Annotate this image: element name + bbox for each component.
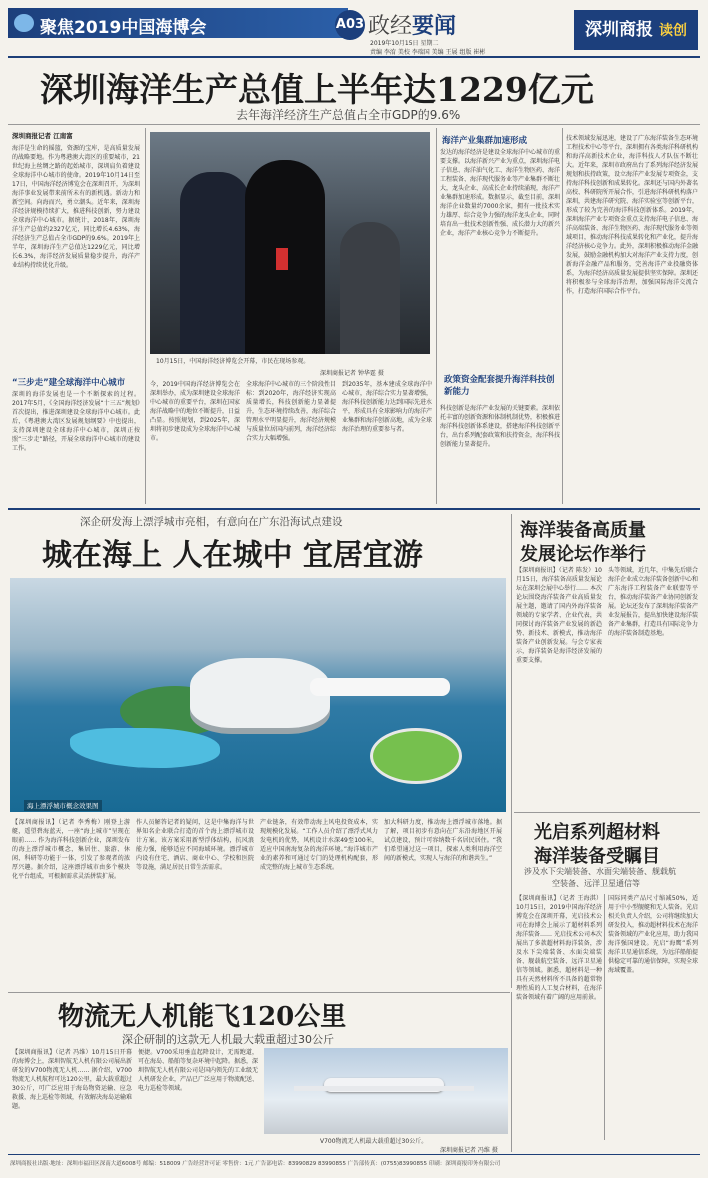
lead-headline: 深圳海洋生产总值上半年达1229亿元	[40, 70, 594, 109]
page-number-badge: A03	[335, 10, 365, 40]
story3-headline-line1: 海洋装备高质量	[520, 520, 646, 541]
person-left	[180, 172, 250, 354]
banner-text: 聚焦2019中国海博会	[40, 18, 207, 38]
section-title: 政经要闻	[368, 14, 457, 39]
story4-body-col2: 国际同类产品尺寸缩减50%，适用于中小型舰艇和无人装备。光启相关负责人介绍，公司将继续加大研发投入，推动超材料技术在海洋装备领域的产业化应用，助力我国海洋强国建设。光启“海鹰”系列海洋卫星通信系统，为远洋船舶提供稳定可靠的通信保障，实现全球海域覆盖。	[608, 895, 698, 974]
pool-blue	[70, 728, 220, 768]
lead-photo-caption: 10月15日，中国海洋经济博览会开幕，市民在现场参观。	[156, 358, 310, 365]
story2-headline: 城在海上 人在城中 宜居宜游	[42, 538, 423, 573]
story4-headline-line1: 光启系列超材料	[534, 822, 660, 843]
story3-body-col1: 【深圳商报讯】（记者 陈发）10月15日，海洋装备高质量发展论坛在深圳会展中心举行…… 本次论坛围绕海洋装备产业高质量发展主题，邀请了国内外海洋装备领域的专家学者、企业代表，共同探讨海洋装备产业发展的新趋势、新技术、新模式，推动海洋装备产业创新发展。与会专家表示，海洋装备是海洋经济发展的重要支撑。	[516, 567, 602, 664]
col-divider-story4	[604, 894, 605, 1140]
lead-text-col5b: 科技创新是海洋产业发展的关键要素。深圳依托丰富的创新资源和体制机制优势，积极推进海洋科技创新体系建设，搭建海洋科技创新平台，出台系列配套政策和扶持资金，海洋科技创新能力显著提升。	[440, 405, 560, 448]
col-divider-lead-right	[436, 128, 437, 504]
drone-wing	[294, 1086, 474, 1091]
floating-platform	[190, 658, 330, 728]
story4-subhead-2: 空装备、远洋卫星通信等	[552, 879, 640, 888]
story2-photo	[10, 578, 506, 812]
lead-text-col1: 海洋是生命的摇篮，资源的宝库，是高质量发展的战略要地。作为粤港澳大湾区的重要城市，21世纪海上丝绸之路的起始城市，深圳肩负着建设全球海洋中心城市的使命。2019年10月14日至17日，中国海洋经济博览会在深圳召开，为深圳海洋事业发展带来前所未有的新机遇。新动力和新空间。向海而兴，勇立潮头。近年来，深圳海洋经济规模持续扩大，推进科技创新，努力建设全球海洋中心城市。据统计，2018年，深圳海洋生产总值约2327亿元，同比增长4.63%，海洋经济生产总值占全市GDP的9.6%。2019年上半年，深圳海洋生产总值达1229亿元，同比增长6.3%，海洋经济发展质量稳步提升，海洋产业结构持续优化升级。	[12, 145, 140, 269]
col-divider-story5	[511, 992, 512, 1152]
story4-headline-line2: 海洋装备受瞩目	[534, 846, 660, 867]
story5-body-col1: 【深圳商报讯】（记者 冯维）10月15日开幕的海博会上，深圳智航无人机有限公司展出新研发的V700物流无人机…… 据介绍，V700物流无人机航程可达120公里，最大载重超过30公斤，可广泛应用于海岛物资运输、应急救援、海上巡检等领域，有效解决海岛运输难题。	[12, 1049, 132, 1110]
lead-text-col2: 今，2019中国海洋经济博览会在深圳举办，成为深圳建设全球海洋中心城市的重要平台，深圳在国家海洋战略中的地位不断提升，日益凸显。按照规划，到2025年，深圳将初步建设成为全球海洋中心城市。	[150, 381, 240, 442]
story5-subhead: 深企研制的这款无人机最大载重超过30公斤	[122, 1033, 334, 1046]
editors-line: 责编 李淯 美校 李瑞国 美编 王展 组版 崔彬	[370, 49, 486, 56]
story5-photo	[264, 1048, 508, 1134]
story4-subhead-1: 涉及水下尖端装备、水面尖端装备、舰载航	[524, 867, 676, 876]
lead-text-col4: 到2035年，基本建成全球海洋中心城市，海洋综合实力显著增强，海洋科技创新能力达到国际先进水平，形成具有全球影响力的海洋产业集群和海洋创新高地，成为全球海洋治理的重要参与者。	[342, 381, 432, 433]
lead-photo-credit: 深圳商报记者 钟华霆 摄	[320, 370, 384, 377]
person-right	[340, 222, 400, 354]
story5-body-col2: 便捷。V700采用垂直起降设计，无需跑道，可在海岛、船舶等复杂环境中起降。据悉，深圳智航无人机有限公司是国内领先的工业级无人机研发企业，产品已广泛应用于物流配送、电力巡检等领域。	[138, 1049, 258, 1092]
story5-headline: 物流无人机能飞120公里	[58, 1002, 347, 1032]
wave-icon	[14, 14, 34, 32]
lead-photo	[150, 132, 430, 354]
story2-photo-caption: 海上漂浮城市概念效果图	[24, 800, 102, 811]
footer-text: 深圳商报社出版·地址：深圳市福田区深南大道6008号 邮编：518009 广告经营许可证 零售价：1元 广告部电话：83990829 83990855 广告部传真：(0755)83990855 印刷：深圳商报印务有限公司	[10, 1161, 501, 1167]
story2-body-col3: 产业链条，有效带动海上风电投资成本，实现规模化发展。“工作人员介绍了漂浮式风力发电机的优势，风机设计水深49至100米，适应中国南海复杂的海洋环境。”海洋城市产业的素养和可通过专门的处理机构配套，形成完整的海上城市生态系统。	[260, 819, 378, 871]
masthead-rule	[8, 56, 700, 58]
section-heading-2: 海洋产业集群加速形成	[442, 136, 528, 146]
lead-text-col1b: 深圳的海洋发展也是一个不断探索的过程。2017年5月，《全国海洋经济发展“十三五”规划》首次提出，推进深圳建设全球海洋中心城市。此后，《粤港澳大湾区发展规划纲要》中也提出，支持深圳建设全球海洋中心城市，深圳正按照“三步走”路径，开展全球海洋中心城市的建设工作。	[12, 391, 140, 452]
story5-divider	[8, 992, 510, 993]
lead-subhead: 去年海洋经济生产总值占全市GDP的9.6%	[236, 108, 461, 122]
section-heading-3: 政策资金配套提升海洋科技创新能力	[444, 375, 555, 397]
col-divider-lead-left	[145, 128, 146, 504]
story2-body-col4: 加大科研力度，推动海上漂浮城市落地。据了解，项目初步有意向在广东沿海地区开展试点建设，预计可容纳数千名居民居住。“我们希望通过这一项目，探索人类利用海洋空间的新模式，实现人与海洋的和谐共生。”	[384, 819, 502, 862]
story5-photo-credit: 深圳商报记者 冯维 摄	[440, 1147, 498, 1154]
lead-text-col6: 技术领域发展迅速，建设了广东海洋装备生态环境工程技术中心等平台，深圳拥有各类海洋科研机构和海洋高新技术企业，海洋科技人才队伍不断壮大。近年来，深圳市政府出台了系列海洋经济发展规划和扶持政策，设立海洋产业发展专项资金，支持海洋科技创新和成果转化。深圳还与国内外著名高校、科研院所开展合作，引进海洋科研机构落户深圳，共建海洋研究院、海洋实验室等创新平台，形成了较为完善的海洋科技创新体系。2019年，深圳海洋产业专项资金重点支持海洋电子信息、海洋高端装备、海洋生物医药、海洋现代服务业等领域项目，推动海洋科技成果转化和产业化，提升海洋经济核心竞争力。此外，深圳积极推动海洋金融发展，鼓励金融机构加大对海洋产业支持力度，创新海洋金融产品和服务，完善海洋产业投融资体系，为海洋经济高质量发展提供坚实保障。深圳还将积极参与全球海洋治理，加强国际海洋交流合作，打造海洋国际合作平台。	[566, 135, 698, 295]
footer-rule	[8, 1154, 700, 1155]
story3-body-col2: 头等领域，近几年，中集先后联合海洋企业成立海洋装备创新中心和广东海洋工程装备产业联盟等平台，推动海洋装备产业协同创新发展。论坛还发布了深圳海洋装备产业发展报告，提出加快建设海洋装备产业集群，打造具有国际竞争力的海洋装备制造基地。	[608, 567, 698, 637]
story3-headline-line2: 发展论坛作举行	[520, 544, 646, 565]
story2-body-col2: 作人员解答记者的疑问，这是中集海洋与世界知名企业联合打造的首个海上漂浮城市设计方案。该方案采用新型浮体结构，抗风浪能力强，能够适应不同海域环境。漂浮城市内设有住宅、酒店、商业中心、学校和医院等设施，满足居民日常生活需求。	[136, 819, 254, 871]
story2-kicker: 深企研发海上漂浮城市亮相，有意向在广东沿海试点建设	[80, 516, 343, 528]
helipad-ring	[370, 728, 462, 784]
lead-divider	[8, 124, 700, 125]
yacht-dock	[310, 678, 450, 696]
story5-photo-caption: V700物流无人机最大载重超过30公斤。	[320, 1138, 428, 1145]
section-heading-1: “三步走”建全球海洋中心城市	[12, 378, 126, 388]
lanyard	[276, 248, 288, 270]
story4-body-col1: 【深圳商报讯】（记者 王海淇）10月15日，2019中国海洋经济博览会在深圳开幕，光启技术公司在海博会上展示了超材料系列海洋装备…… 光启技术公司本次展出了多款超材料海洋装备，涉及水下尖端装备、水面尖端装备、舰载航空装备、远洋卫星通信等领域。据悉，超材料是一种具有天然材料所不具备的超常物理性质的人工复合材料，在海洋装备领域有着广阔的应用前景。	[516, 895, 602, 1001]
section-rule-1	[8, 508, 700, 510]
date-line: 2019年10月15日 星期二	[370, 40, 439, 47]
paper-logo: 深圳商报 读创	[574, 10, 698, 50]
lead-byline: 深圳商报记者 江南富	[12, 132, 73, 140]
story3-divider	[514, 812, 700, 813]
lead-text-col3: 全球海洋中心城市的三个阶段性目标：到2020年，海洋经济实现高质量增长，科技创新能力显著提升，生态环境持续改善，海洋综合管理水平明显提升，海洋经济规模与质量位居国内前列，海洋经济综合实力大幅增强。	[246, 381, 336, 442]
col-divider-story2	[511, 514, 512, 988]
col-divider-lead-right2	[562, 128, 563, 504]
lead-text-col5: 发达的海洋经济是建设全球海洋中心城市的重要支撑。以海洋新兴产业为重点，深圳海洋电子信息、海洋油气化工、海洋生物医药、海洋工程装备、海洋现代服务业等产业集群不断壮大，龙头企业、高成长企业持续涌现，海洋产业集群加速形成。数据显示，截至目前，深圳海洋企业数量约7000余家，拥有一批技术实力雄厚、综合竞争力强的海洋龙头企业，同时培育出一批技术创新性强、成长潜力大的新兴企业，海洋产业核心竞争力不断提升。	[440, 149, 560, 237]
story2-body-col1: 【深圳商报讯】（记者 李秀梅）刚登上游艇，遥望碧海蓝天，一座“海上城市”呈现在眼前…… 作为海洋科技创新企业，深圳发布的海上漂浮城市概念，集居住、旅游、休闲、科研等功能于一体，引发了参观者的浓厚兴趣。据介绍，这座漂浮城市由多个模块化平台组成，可根据需求灵活拼装扩展。	[12, 819, 130, 880]
